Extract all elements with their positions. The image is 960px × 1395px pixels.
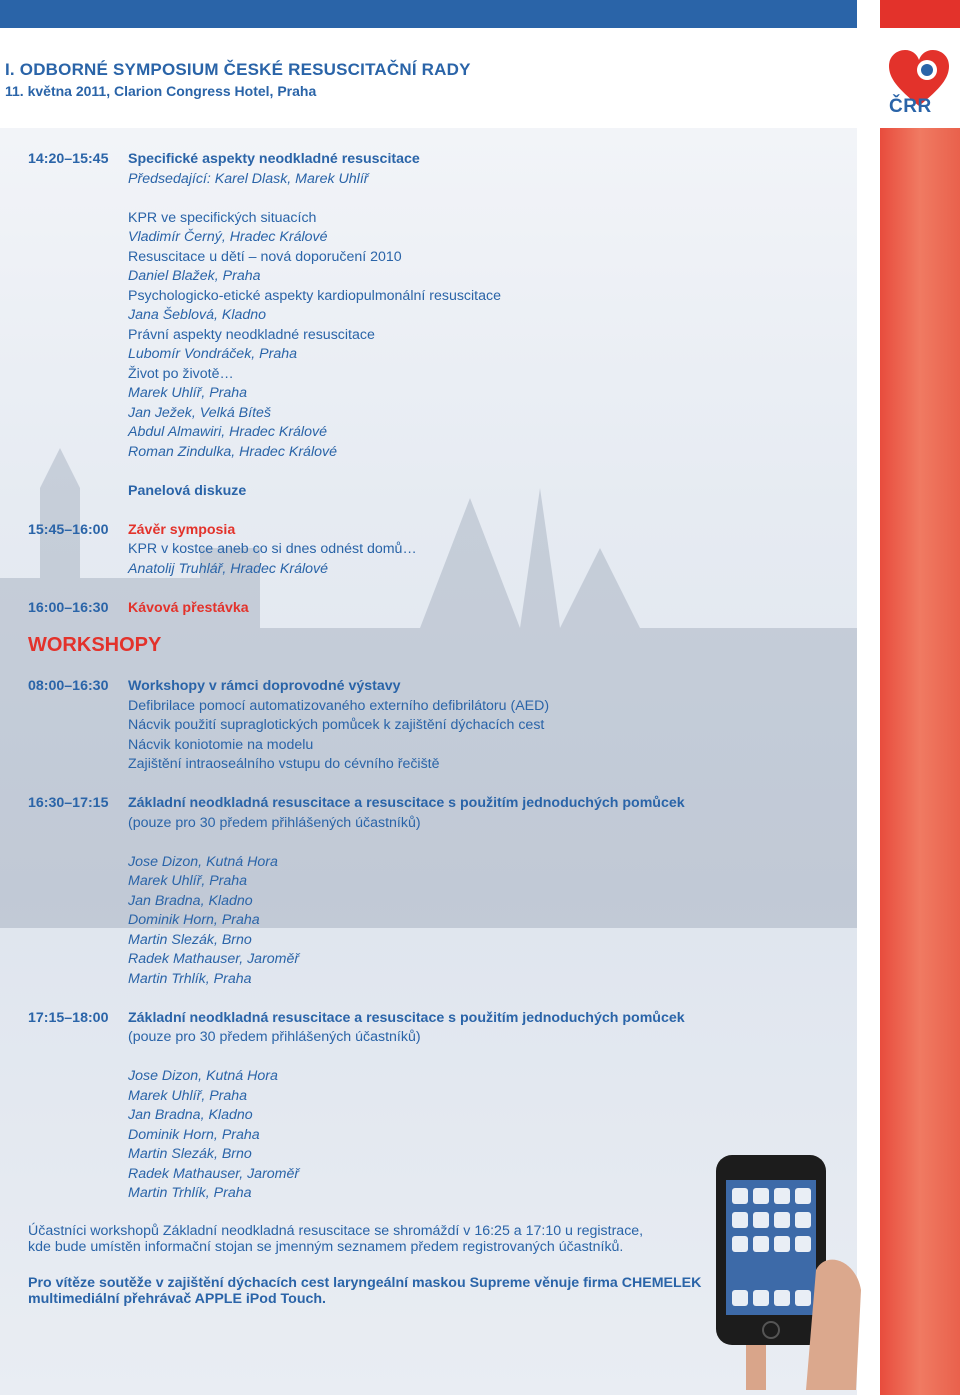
talk-title: Právní aspekty neodkladné resuscitace <box>128 326 375 343</box>
talk-author: Anatolij Truhlář, Hradec Králové <box>128 560 329 577</box>
talk-author: Roman Zindulka, Hradec Králové <box>128 443 337 460</box>
instructor: Marek Uhlíř, Praha <box>128 1087 248 1104</box>
footer-note <box>28 1223 708 1307</box>
session-note: (pouze pro 30 předem přihlášených účastníků) <box>128 1029 421 1045</box>
talk-author: Vladimír Černý, Hradec Králové <box>128 229 328 245</box>
program <box>28 150 708 1307</box>
ipod-touch-image <box>706 1150 866 1390</box>
list-item: Zajištění intraoseálního vstupu do cévního řečiště <box>128 756 440 772</box>
instructor: Marek Uhlíř, Praha <box>128 873 248 889</box>
talk-author: Jana Šeblová, Kladno <box>128 307 267 323</box>
session-2 <box>28 521 708 599</box>
page-header <box>5 60 471 99</box>
instructor: Jan Bradna, Kladno <box>128 1107 253 1123</box>
session-time: 08:00–16:30 <box>28 678 109 694</box>
instructor: Dominik Horn, Praha <box>128 1126 260 1143</box>
session-time: 17:15–18:00 <box>28 1009 109 1026</box>
instructor: Jose Dizon, Kutná Hora <box>128 853 278 870</box>
instructor: Martin Slezák, Brno <box>128 1146 252 1162</box>
talk-author: Abdul Almawiri, Hradec Králové <box>128 424 327 440</box>
session-note: (pouze pro 30 předem přihlášených účastníků) <box>128 814 421 831</box>
session-1 <box>28 150 708 521</box>
instructor: Martin Trhlík, Praha <box>128 970 252 987</box>
instructor: Jan Bradna, Kladno <box>128 892 253 909</box>
talk-author: Daniel Blažek, Praha <box>128 268 261 284</box>
event-title: I. ODBORNÉ SYMPOSIUM ČESKÉ RESUSCITAČNÍ RADY <box>5 60 471 79</box>
session-title: Závěr symposia <box>128 521 236 538</box>
session-chairs: Předsedající: Karel Dlask, Marek Uhlíř <box>128 170 369 187</box>
talk-title: KPR v kostce aneb co si dnes odnést domů… <box>128 541 417 557</box>
list-item: Nácvik použití supraglotických pomůcek k zajištění dýchacích cest <box>128 717 545 733</box>
workshops-heading: WORKSHOPY <box>28 634 162 656</box>
workshop-1 <box>28 677 708 794</box>
footer-line: kde bude umístěn informační stojan se jmenným seznamem předem registrovaných účastníků. <box>28 1239 624 1255</box>
instructor: Martin Slezák, Brno <box>128 931 252 948</box>
instructor: Radek Mathauser, Jaroměř <box>128 951 300 967</box>
session-time: 16:30–17:15 <box>28 795 109 811</box>
talk-author: Lubomír Vondráček, Praha <box>128 346 298 362</box>
panel-discussion: Panelová diskuze <box>128 482 247 499</box>
footer-line: Účastníci workshopů Základní neodkladná resuscitace se shromáždí v 16:25 a 17:10 u registrace, <box>28 1223 644 1239</box>
session-title: Základní neodkladná resuscitace a resuscitace s použitím jednoduchých pomůcek <box>128 795 685 811</box>
talk-title: KPR ve specifických situacích <box>128 209 317 226</box>
session-title: Workshopy v rámci doprovodné výstavy <box>128 678 401 694</box>
event-date-venue: 11. května 2011, Clarion Congress Hotel, Praha <box>5 83 317 99</box>
session-3 <box>28 599 708 619</box>
talk-author: Jan Ježek, Velká Bíteš <box>128 404 271 421</box>
session-time: 15:45–16:00 <box>28 521 109 538</box>
prize-line: multimediální přehrávač APPLE iPod Touch. <box>28 1290 326 1307</box>
session-title: Specifické aspekty neodkladné resuscitace <box>128 151 420 167</box>
talk-title: Život po životě… <box>128 365 234 382</box>
top-red-bar <box>880 0 960 28</box>
talk-author: Marek Uhlíř, Praha <box>128 385 248 401</box>
instructor: Radek Mathauser, Jaroměř <box>128 1165 300 1182</box>
session-time: 16:00–16:30 <box>28 599 109 616</box>
prize-line: Pro vítěze soutěže v zajištění dýchacích cest laryngeální maskou Supreme věnuje firma CHEMELEK <box>28 1274 702 1291</box>
list-item: Defibrilace pomocí automatizovaného externího defibrilátoru (AED) <box>128 697 550 714</box>
instructor: Jose Dizon, Kutná Hora <box>128 1068 278 1084</box>
session-title: Kávová přestávka <box>128 599 249 616</box>
workshop-2 <box>28 794 708 1009</box>
workshop-3 <box>28 1009 708 1224</box>
instructor: Dominik Horn, Praha <box>128 912 260 928</box>
session-title: Základní neodkladná resuscitace a resuscitace s použitím jednoduchých pomůcek <box>128 1009 685 1026</box>
list-item: Nácvik koniotomie na modelu <box>128 736 314 753</box>
top-blue-bar <box>0 0 857 28</box>
instructor: Martin Trhlík, Praha <box>128 1185 252 1201</box>
right-red-panel <box>880 128 960 1395</box>
crr-logo-text: ČRR <box>889 96 932 117</box>
talk-title: Resuscitace u dětí – nová doporučení 2010 <box>128 248 402 265</box>
talk-title: Psychologicko-etické aspekty kardiopulmonální resuscitace <box>128 287 501 304</box>
session-time: 14:20–15:45 <box>28 151 109 167</box>
